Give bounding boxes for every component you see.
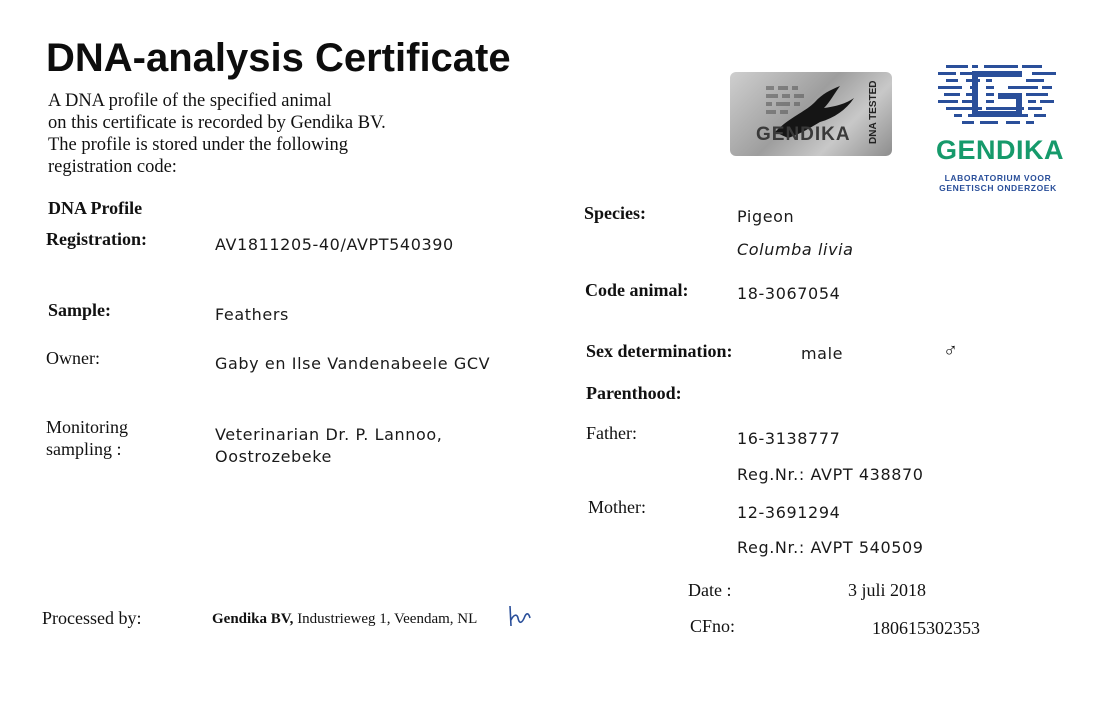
intro-text (48, 90, 386, 178)
sample-value: Feathers (215, 305, 289, 324)
intro-line: A DNA profile of the specified animal (48, 91, 332, 111)
date-value: 3 juli 2018 (848, 580, 927, 600)
subtitle-line: LABORATORIUM VOOR (944, 173, 1052, 183)
gendika-subtitle (936, 173, 1060, 193)
monitoring-value-line: Veterinarian Dr. P. Lannoo, (215, 425, 443, 444)
monitoring-label (46, 416, 128, 460)
species-common: Pigeon (737, 207, 795, 226)
monitoring-label-line: sampling : (46, 439, 122, 459)
registration-label: Registration: (46, 229, 147, 249)
certificate-title: DNA-analysis Certificate (46, 36, 511, 80)
owner-label: Owner: (46, 348, 100, 368)
signature-icon (506, 602, 532, 628)
mother-reg: Reg.Nr.: AVPT 540509 (737, 538, 924, 557)
intro-line: registration code: (48, 157, 177, 177)
gendika-wordmark: GENDIKA (936, 135, 1065, 165)
cfno-label: CFno: (690, 616, 736, 636)
intro-line: The profile is stored under the following (48, 135, 349, 155)
code-animal-label: Code animal: (585, 280, 689, 300)
sex-label: Sex determination: (586, 341, 733, 361)
father-code: 16-3138777 (737, 429, 841, 448)
mother-label: Mother: (588, 497, 646, 517)
species-latin: Columba livia (737, 240, 854, 259)
parenthood-label: Parenthood: (586, 383, 682, 403)
male-symbol-icon: ♂ (943, 340, 958, 362)
date-label: Date : (688, 580, 732, 600)
cfno-value: 180615302353 (872, 618, 980, 638)
code-animal-value: 18-3067054 (737, 284, 841, 303)
mother-code: 12-3691294 (737, 503, 841, 522)
dna-profile-heading: DNA Profile (48, 198, 143, 218)
owner-value: Gaby en Ilse Vandenabeele GCV (215, 354, 491, 373)
processed-by (212, 611, 477, 628)
processed-address: Industrieweg 1, Veendam, NL (293, 611, 478, 627)
father-reg: Reg.Nr.: AVPT 438870 (737, 465, 924, 484)
sticker-brand: GENDIKA (756, 124, 851, 145)
species-label: Species: (584, 203, 646, 223)
monitoring-value (215, 424, 442, 468)
processed-company: Gendika BV, (212, 611, 294, 627)
registration-value: AV1811205-40/AVPT540390 (215, 235, 454, 254)
processed-label: Processed by: (42, 608, 142, 628)
father-label: Father: (586, 423, 637, 443)
dna-tested-sticker (730, 72, 892, 156)
monitoring-value-line: Oostrozebeke (215, 447, 332, 466)
intro-line: on this certificate is recorded by Gendika BV. (48, 113, 386, 133)
sticker-tag: DNA TESTED (868, 80, 879, 144)
monitoring-label-line: Monitoring (46, 417, 129, 437)
gendika-logo-icon (936, 63, 1060, 133)
sample-label: Sample: (48, 300, 111, 320)
subtitle-line: GENETISCH ONDERZOEK (939, 183, 1057, 193)
sex-value: male (801, 344, 844, 363)
